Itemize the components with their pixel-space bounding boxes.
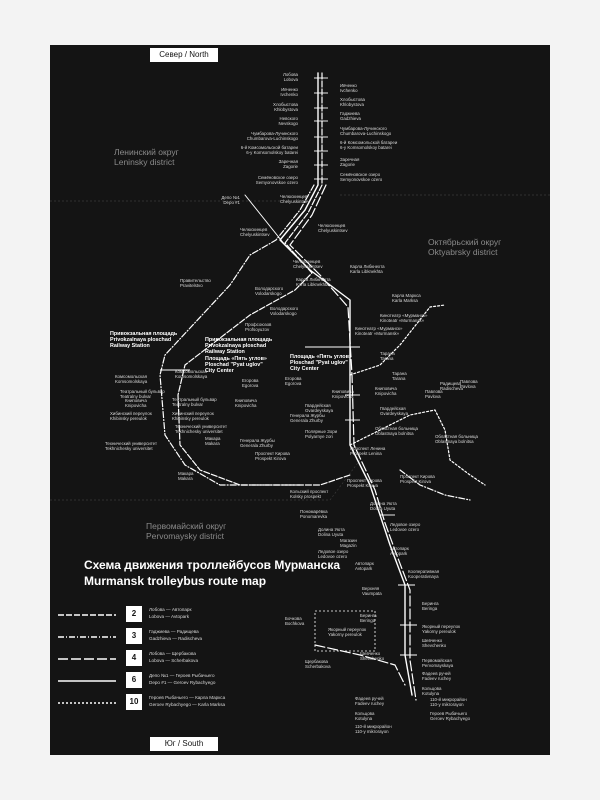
stop-label-depo: Депо №1 Depo #1 [221,195,240,205]
legend-line-solid [58,677,118,685]
stop-label-zagorie: Заречная Zagorie [340,157,360,167]
stop-label-lobova: Лобова Lobova [282,72,298,82]
legend-route-number: 2 [126,606,142,622]
stop-label-teatralny: Театральный бульвар Teatralny bulvar [120,389,165,399]
stop-label-kotulyna2: Кольцова Kotulyna [355,711,375,721]
stop-label-tekhuniv1: Технический университет Tekhnichesky universitet [175,424,227,434]
stop-label-khibinsky: Хибинский переулок Khibinsky pereulok [110,411,152,421]
route-3-line [160,185,314,485]
stop-label-vokzal: Привокзальная площадь Privokzalnaya ploschad Railway Station [110,331,178,349]
stop-label-khlobystova-right: Хлобыстова Khlobystova [340,97,365,107]
stop-label-mikro: 110-й микрорайон 110-y mikrorayon [430,697,467,707]
map-title-en: Murmansk trolleybus route map [84,574,267,588]
stop-label-ivchenko: Ивченко Ivchenko [340,83,358,93]
legend-line-dashdot [58,633,118,641]
map-title-ru: Схема движения троллейбусов Мурманска [84,558,341,572]
south-label: Юг / South [150,737,218,751]
stop-label-zagorie-left: Заречная Zagorie [278,159,298,169]
stop-label-libknekhta: Карла Либкнехта Karla Libknekhta [350,264,385,274]
legend-route-text: Лобова — Автопарк Lobova — Avtopark [149,607,192,619]
stop-label-yakorny: Якорный переулок Yakorny pereulok [328,627,367,637]
stop-label-zhurby: Генерала Журбы Generala Zhurby [290,413,325,423]
legend-route-text: Лобова — Щербакова Lobova — Scherbakova [149,651,199,663]
stop-label-egorova2: Егорова Egorova [285,376,302,386]
legend-row-4 [58,649,258,671]
stop-label-karlamarksa: Карла Маркса Karla Marksa [392,293,421,303]
stop-label-kino1: Кинотеатр «Мурманск» Kinoteatr «Murmansk» [380,313,428,323]
stop-label-gvardeyskaya-right: Гвардейская Gvardeyskaya [380,406,409,416]
stop-label-pervomayskaya: Первомайская Pervomayskaya [422,658,454,668]
stop-label-pravitelstvo: Правительство Pravitelstvo [180,278,211,288]
district-leninsky-en: Leninsky district [114,157,175,167]
legend-row-2 [58,605,258,627]
stop-label-chumbarova-right: Чумбарова-Лучинского Chumbarova-Luchinskogo [340,126,392,136]
stop-label-chelyuskin3: Челюскинцев Chelyuskintsev [318,223,348,233]
stop-label-makara2: Макара Makara [178,471,194,481]
stop-label-chelyuskin2: Челюскинцев Chelyuskintsev [240,227,270,237]
legend-line-longdash [58,655,118,663]
stop-label-chelyuskin4: Челюскинцев Chelyuskintsev [293,259,323,269]
stop-label-gvardeyskaya: Гвардейская Gvardeyskaya [305,403,334,413]
stop-label-ivchenko-left: Ивченко Ivchenko [280,87,298,97]
stop-label-vokzal2: Привокзальная площадь Privokzalnaya ploschad Railway Station [205,337,273,355]
legend-route-text: Героев Рыбачьего — Карла Маркса Geroev Rybachyego — Karla Marksa [149,695,226,707]
stop-label-teatralny-right: Театральный бульвар Teatralny bulvar [172,397,217,407]
stop-label-bering: Беринга Beringa [422,601,439,611]
legend-line-dash [58,611,118,619]
stop-label-mikro2: 110-й микрорайон 110-y mikrorayon [355,724,392,734]
legend-row-6 [58,671,258,693]
stop-label-semenovskoe-left: Семёновское озеро Semyonovskoe ozero [255,175,298,185]
stop-label-ponomarevka: Пономарёвка Ponomarevka [300,509,328,519]
legend-line-dot [58,699,118,707]
stop-label-rybachego: Героев Рыбачьего Geroev Rybachyego [430,711,471,721]
legend-route-number: 6 [126,672,142,688]
stop-label-libknekhta-left: Карла Либкнехта Karla Libknekhta [296,277,331,287]
stop-label-vaumpata: Верхняя Vaumpata [362,586,382,596]
stop-label-ledovoe2: Ледовое озеро Ledovoe ozero [318,549,349,559]
stop-label-zhurby-left: Генерала Журбы Generala Zhurby [240,438,275,448]
stop-label-knipovicha3: Книповича Knipovicha [332,389,354,399]
stop-label-avtopark: Автопарк Avtopark [390,546,409,556]
stop-label-radischeva: Радищева Radischeva [440,381,463,391]
stop-label-batarei-right: 6-й Комсомольской батареи 6-y Komsomolskoy batarei [340,140,398,150]
district-pervomaysky-en: Pervomaysky district [146,531,224,541]
district-oktyabrsky-en: Oktyabrsky district [428,247,498,257]
stop-label-volodarskogo2: Володарского Volodarskogo [270,306,299,316]
legend-row-3 [58,627,258,649]
stop-label-prospektLenina: Проспект Ленина Prospekt Lenina [350,446,386,456]
stop-label-ledovoe: Ледовое озеро Ledovoe ozero [390,522,421,532]
legend-route-text: Гаджиева — Радищева Gadzhieva — Radischeva [149,629,203,641]
stop-label-pavlova2: Павлова Pavlova [460,379,478,389]
legend-route-text: Депо №1 — Героев Рыбачьего Depo #1 — Geroev Rybachyego [149,673,216,685]
stop-label-fadeev: Фадеев ручей Fadeev ruchey [422,671,452,681]
stop-label-profsoyuzov: Профсоюзов Profsoyuzov [245,322,272,332]
stop-label-tarana: Тарана Tarana [380,351,395,361]
map-title [84,557,384,589]
stop-label-prospektKirova2: Проспект Кирова Prospekt Kirova [347,478,382,488]
stop-label-semenovskoe: Семёновское озеро Semyonovskoe ozero [340,172,383,182]
district-leninsky-ru: Ленинский округ [114,147,179,157]
stop-label-knipovicha2: Книповича Knipovicha [235,398,257,408]
stop-label-kino2: Кинотеатр «Мурманск» Kinoteatr «Murmansk» [355,326,403,336]
stop-label-bolnitsa2: Областная больница Oblastnaya bolnitsa [435,434,478,444]
map-poster [50,45,550,755]
legend-route-number: 3 [126,628,142,644]
stop-label-pyatuglov2: Площадь «Пять углов» Ploschad "Pyat uglov" City Center [290,354,352,372]
legend-route-number: 10 [126,694,142,710]
stop-label-knipovicha4: Книповича Knipovicha [375,386,397,396]
stop-label-khlobystova: Хлобыстова Khlobystova [273,102,298,112]
stop-label-prospektKirova3: Проспект Кирова Prospekt Kirova [400,474,435,484]
stop-label-magazin: Магазин Magazin [340,538,357,548]
stop-label-kotulyna: Кольцова Kotulyna [422,686,442,696]
stop-label-batarei: 6-й Комсомольской батареи 6-y Komsomolskoy batarei [240,145,298,155]
stop-label-avtopark2: Автопарк Avtopark [355,561,374,571]
stop-label-volodarskogo1: Володарского Volodarskogo [255,286,284,296]
stop-label-bolnitsa: Областная больница Oblastnaya bolnitsa [375,426,418,436]
stop-label-egorova1: Егорова Egorova [242,378,259,388]
stop-label-dolinauyuta: Долина Уюта Dolina Uyuta [370,501,397,511]
stop-label-komsomolskaya-right: Комсомольская Komsomolskaya [175,369,208,379]
stop-label-tarana2: Тарана Tarana [392,371,407,381]
stop-label-shevchenko: Шевченко Shevchenko [422,638,447,648]
stop-label-koldsky: Кольский проспект Kolsky prospekt [290,489,329,499]
stop-label-tekhuniv2: Технический университет Tekhnichesky universitet [105,441,157,451]
legend-row-10 [58,693,258,715]
district-pervomaysky-ru: Первомайский округ [146,521,227,531]
north-label: Север / North [150,48,218,62]
stop-label-chelyuskin1: Челюскинцев Chelyuskintsev [280,194,310,204]
stop-label-gadzhieva: Гаджиева Gadzhieva [340,111,361,121]
stop-label-kooperativnaya: Кооперативная Kooperativnaya [408,569,440,579]
stop-label-yakorny2: Якорный переулок Yakorny pereulok [422,624,461,634]
stop-label-chumbarova: Чумбарова-Лучинского Chumbarova-Luchinskogo [246,131,298,141]
stop-label-fadeev2: Фадеев ручей Fadeev ruchey [355,696,385,706]
route-6-depo-spur [245,195,285,245]
stop-label-bering2: Беринга Beringa [360,613,377,623]
stop-label-prospektKirova: Проспект Кирова Prospekt Kirova [255,451,290,461]
stop-label-pavlova: Павлова Pavlova [425,389,443,399]
stop-label-nevskogo: Невского Nevskogo [278,116,298,126]
legend-route-number: 4 [126,650,142,666]
stop-label-khibinsky-right: Хибинский переулок Khibinsky pereulok [172,411,214,421]
stop-label-komsomolskaya: Комсомольская Komsomolskaya [115,374,148,384]
stop-label-pyatuglov1: Площадь «Пять углов» Ploschad "Pyat uglov" City Center [205,356,267,374]
stop-label-scherbakova: Щербакова Scherbakova [305,659,331,669]
stop-label-makara: Макара Makara [205,436,221,446]
stop-label-polyarnyezori: Полярные Зори Polyarnye zori [305,429,338,439]
stop-label-shevchenko2: Шевченко Shevchenko [360,651,385,661]
district-oktyabrsky-ru: Октябрьский округ [428,237,502,247]
stop-label-bochkova: Бочкова Bochkova [285,616,305,626]
stop-label-dolinauyuta2: Долина Уюта Dolina Uyuta [318,527,345,537]
stop-label-knipovicha1: Книповича Knipovicha [125,398,147,408]
